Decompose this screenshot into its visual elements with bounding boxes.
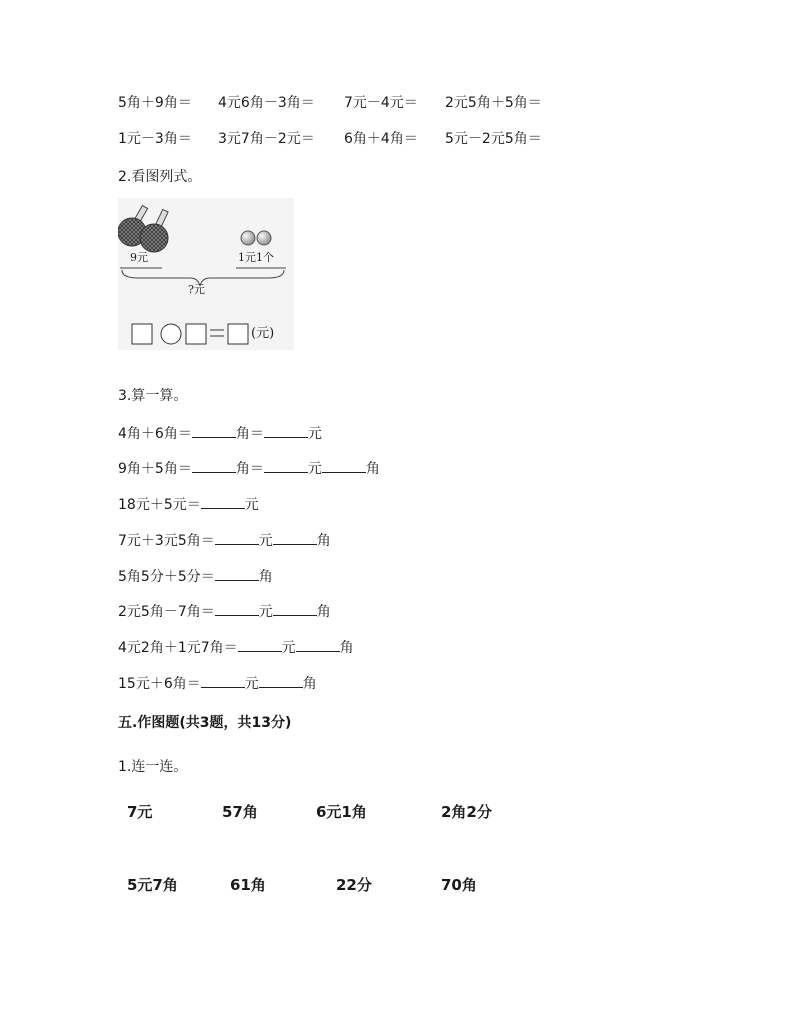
row2-eq-1: 1元－3角＝ <box>118 131 192 147</box>
answer-blank[interactable] <box>259 673 303 688</box>
answer-blank[interactable] <box>264 458 308 473</box>
answer-blank[interactable] <box>215 566 259 581</box>
row1-eq-4: 2元5角＋5角＝ <box>445 95 542 111</box>
q3-text: 角 <box>316 604 331 620</box>
q3-text: 角 <box>365 461 380 477</box>
match-bottom-2[interactable]: 61角 <box>230 876 266 894</box>
answer-blank[interactable] <box>201 673 245 688</box>
q3-text: 角 <box>302 676 317 692</box>
row1-eq-1: 5角＋9角＝ <box>118 95 192 111</box>
q2-title: 2.看图列式。 <box>118 169 202 185</box>
answer-blank[interactable] <box>322 458 366 473</box>
racket-icon <box>140 209 168 252</box>
q5-1-title: 1.连一连。 <box>118 759 188 775</box>
q3-text: 角＝ <box>235 461 264 477</box>
answer-blank[interactable] <box>201 494 245 509</box>
right-price-label: 1元1个 <box>238 251 274 264</box>
answer-blank[interactable] <box>192 423 236 438</box>
figure-rackets-balls <box>118 198 294 350</box>
answer-blank[interactable] <box>273 530 317 545</box>
answer-blank[interactable] <box>215 530 259 545</box>
match-top-2[interactable]: 57角 <box>222 803 258 821</box>
q3-line-8 <box>118 673 317 693</box>
q3-text: 元 <box>307 426 322 442</box>
q3-line-4 <box>118 530 331 550</box>
q3-text: 元 <box>244 676 259 692</box>
row2-eq-4: 5元－2元5角＝ <box>445 131 542 147</box>
q3-line-6 <box>118 601 331 621</box>
match-bottom-1[interactable]: 5元7角 <box>127 876 178 894</box>
q3-text: 18元＋5元＝ <box>118 497 201 513</box>
q3-text: 7元＋3元5角＝ <box>118 533 215 549</box>
q3-line-1 <box>118 423 322 443</box>
row2-eq-3: 6角＋4角＝ <box>344 131 418 147</box>
answer-blank[interactable] <box>215 601 259 616</box>
q3-text: 2元5角－7角＝ <box>118 604 215 620</box>
row1-eq-3: 7元－4元＝ <box>344 95 418 111</box>
q3-text: 元 <box>258 604 273 620</box>
ball-icon <box>257 231 271 245</box>
q3-text: 15元＋6角＝ <box>118 676 201 692</box>
q3-line-5 <box>118 566 273 586</box>
match-bottom-4[interactable]: 70角 <box>441 876 477 894</box>
q3-text: 元 <box>258 533 273 549</box>
q3-text: 角 <box>316 533 331 549</box>
q3-text: 5角5分＋5分＝ <box>118 569 215 585</box>
row2-eq-2: 3元7角－2元＝ <box>218 131 315 147</box>
q3-text: 元 <box>281 640 296 656</box>
q3-text: 9角＋5角＝ <box>118 461 192 477</box>
q3-line-3 <box>118 494 259 514</box>
answer-blank[interactable] <box>192 458 236 473</box>
match-bottom-3[interactable]: 22分 <box>336 876 372 894</box>
q3-text: 角＝ <box>235 426 264 442</box>
answer-blank[interactable] <box>238 637 282 652</box>
q3-text: 4角＋6角＝ <box>118 426 192 442</box>
q3-line-2 <box>118 458 380 478</box>
q3-text: 4元2角＋1元7角＝ <box>118 640 238 656</box>
total-label: ?元 <box>188 283 205 296</box>
q3-title: 3.算一算。 <box>118 388 188 404</box>
q3-text: 元 <box>244 497 259 513</box>
match-top-3[interactable]: 6元1角 <box>316 803 367 821</box>
unit-label: (元) <box>251 326 275 341</box>
match-top-4[interactable]: 2角2分 <box>441 803 492 821</box>
section5-title: 五.作图题(共3题，共13分) <box>118 715 292 731</box>
answer-blank[interactable] <box>273 601 317 616</box>
match-top-1[interactable]: 7元 <box>127 803 153 821</box>
ball-icon <box>241 231 255 245</box>
q3-line-7 <box>118 637 354 657</box>
answer-blank[interactable] <box>296 637 340 652</box>
answer-blank[interactable] <box>264 423 308 438</box>
q3-text: 元 <box>307 461 322 477</box>
left-price-label: 9元 <box>130 251 148 264</box>
row1-eq-2: 4元6角－3角＝ <box>218 95 315 111</box>
q3-text: 角 <box>339 640 354 656</box>
q3-text: 角 <box>258 569 273 585</box>
